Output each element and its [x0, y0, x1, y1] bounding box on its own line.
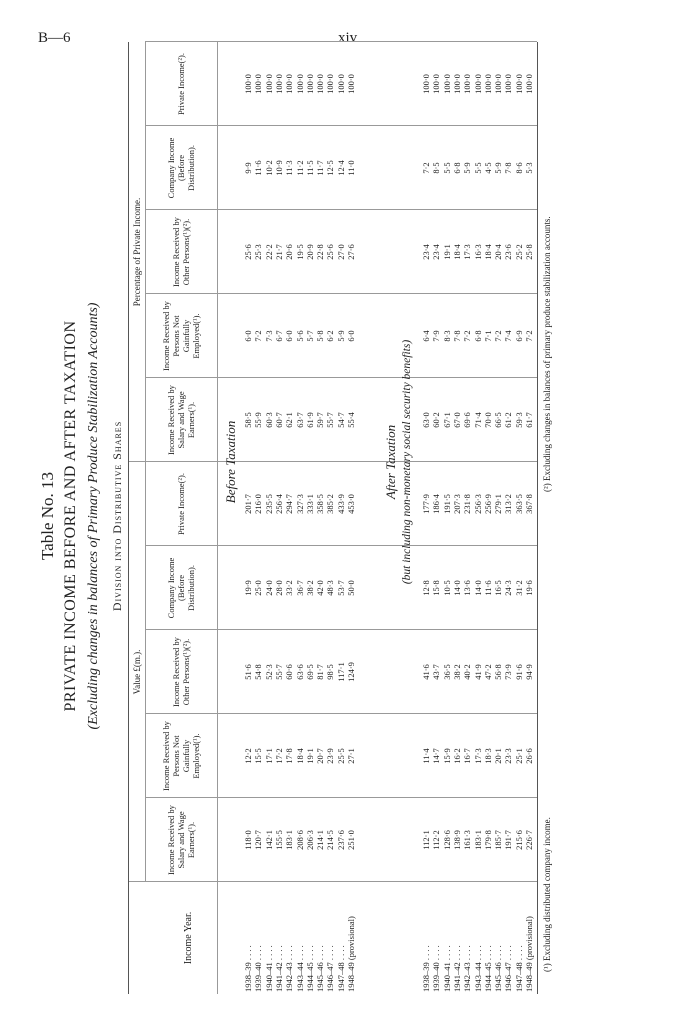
- table-cell: 117·1: [335, 662, 346, 682]
- table-cell: 54·7: [335, 412, 346, 428]
- table-cell: 20·1: [493, 748, 504, 764]
- footnote-2: (²) Excluding changes in balances of primary produce stabilization accounts.: [542, 216, 552, 492]
- table-cell: 11·6: [482, 580, 493, 596]
- header-rule: [217, 882, 218, 994]
- table-cell: 8·5: [431, 162, 442, 174]
- table-cell: 94·9: [524, 664, 534, 680]
- table-cell: 185·7: [493, 830, 504, 850]
- table-cell: 6·8: [472, 330, 483, 342]
- table-cell: 100·0: [421, 74, 431, 94]
- table-cell: 100·0: [472, 74, 483, 94]
- income-year: 1938–39 . . . .: [421, 945, 431, 992]
- table-cell: 327·3: [294, 494, 305, 514]
- income-year: 1942–43 . . . .: [284, 945, 295, 992]
- table-cell: 25·5: [335, 748, 346, 764]
- table-cell: 453·0: [346, 494, 356, 514]
- table-cell: 100·0: [451, 74, 462, 94]
- table-cell: 237·6: [335, 830, 346, 850]
- table-cell: 19·1: [441, 244, 452, 260]
- table-cell: 42·0: [315, 580, 326, 596]
- table-cell: 25·6: [325, 244, 336, 260]
- table-cell: 41·6: [421, 664, 431, 680]
- table-cell: 7·2: [253, 330, 264, 342]
- table-cell: 61·2: [503, 412, 514, 428]
- table-cell: 60·6: [284, 664, 295, 680]
- table-cell: 100·0: [294, 74, 305, 94]
- table-cell: 100·0: [243, 74, 253, 94]
- table-cell: 128·6: [441, 830, 452, 850]
- table-cell: 6·2: [325, 330, 336, 342]
- table-cell: 55·9: [253, 412, 264, 428]
- table-cell: 60·3: [263, 412, 274, 428]
- table-row: [243, 42, 253, 994]
- table-cell: 120·7: [253, 830, 264, 850]
- table-cell: 11·6: [253, 160, 264, 176]
- table-cell: 7·1: [482, 330, 493, 342]
- before-taxation-heading: Before Taxation: [223, 420, 238, 504]
- table-cell: 207·3: [451, 494, 462, 514]
- table-cell: 112·2: [431, 830, 442, 850]
- table-cell: 100·0: [315, 74, 326, 94]
- table-cell: 100·0: [441, 74, 452, 94]
- table-cell: 20·7: [315, 748, 326, 764]
- table-cell: 385·2: [325, 494, 336, 514]
- header-rule: [217, 42, 218, 882]
- table-cell: 20·9: [304, 244, 315, 260]
- table-row: [442, 42, 452, 994]
- table-cell: 11·4: [421, 748, 431, 764]
- column-header: Income Received by Salary and Wage Earners(¹).: [166, 385, 196, 455]
- table-cell: 47·2: [482, 664, 493, 680]
- table-cell: 23·3: [503, 748, 514, 764]
- table-cell: 36·5: [441, 664, 452, 680]
- table-cell: 9·9: [243, 162, 253, 174]
- table-cell: 61·9: [304, 412, 315, 428]
- table-cell: 58·5: [243, 412, 253, 428]
- table-cell: 24·0: [263, 580, 274, 596]
- table-cell: 69·6: [462, 412, 473, 428]
- income-year: 1941–42 . . . .: [451, 945, 462, 992]
- table-cell: 55·4: [346, 412, 356, 428]
- table-cell: 11·2: [294, 160, 305, 176]
- table-cell: 11·0: [346, 160, 356, 176]
- table-cell: 27·0: [335, 244, 346, 260]
- table-cell: 142·1: [263, 830, 274, 850]
- table-cell: 231·8: [462, 494, 473, 514]
- table-row: [452, 42, 462, 994]
- table-row: [274, 42, 284, 994]
- table-cell: 31·2: [513, 580, 524, 596]
- table-cell: 17·3: [472, 748, 483, 764]
- table-cell: 8·6: [513, 162, 524, 174]
- table-cell: 36·7: [294, 580, 305, 596]
- table-row: [524, 42, 534, 994]
- table-cell: 61·7: [524, 412, 534, 428]
- table-cell: 11·7: [315, 160, 326, 176]
- table-cell: 183·1: [284, 830, 295, 850]
- table-cell: 63·6: [294, 664, 305, 680]
- table-cell: 433·9: [335, 494, 346, 514]
- table-cell: 55·7: [273, 664, 284, 680]
- table-cell: 5·9: [493, 162, 504, 174]
- table-cell: 15·9: [441, 748, 452, 764]
- table-row: [315, 42, 325, 994]
- table-cell: 63·7: [294, 412, 305, 428]
- table-cell: 14·0: [472, 580, 483, 596]
- table-cell: 6·0: [243, 330, 253, 342]
- table-cell: 10·2: [263, 160, 274, 176]
- table-cell: 100·0: [273, 74, 284, 94]
- table-division-heading: Division into Distributive Shares: [110, 420, 124, 612]
- income-year: 1947–48 . . . .: [513, 945, 524, 992]
- table-cell: 16·2: [451, 748, 462, 764]
- table-cell: 63·0: [421, 412, 431, 428]
- table-cell: 25·8: [524, 244, 534, 260]
- table-cell: 25·0: [253, 580, 264, 596]
- table-cell: 100·0: [482, 74, 493, 94]
- table-cell: 23·6: [503, 244, 514, 260]
- table-cell: 91·6: [513, 664, 524, 680]
- table-cell: 33·2: [284, 580, 295, 596]
- income-year: 1948–49 (provisional): [346, 916, 356, 992]
- table-cell: 38·2: [304, 580, 315, 596]
- income-year: 1945–46 . . . .: [493, 945, 504, 992]
- table-cell: 22·8: [315, 244, 326, 260]
- table-cell: 363·5: [513, 494, 524, 514]
- table-cell: 59·7: [315, 412, 326, 428]
- income-table: [128, 42, 538, 994]
- table-cell: 48·3: [325, 580, 336, 596]
- table-row: [514, 42, 524, 994]
- table-cell: 38·2: [451, 664, 462, 680]
- table-row: [473, 42, 483, 994]
- table-cell: 7·2: [421, 162, 431, 174]
- table-cell: 333·1: [304, 494, 315, 514]
- income-year: 1947–48 . . . .: [335, 945, 346, 992]
- table-cell: 7·2: [462, 330, 473, 342]
- column-header: Income Received by Other Persons(¹)(²).: [171, 217, 191, 287]
- table-cell: 19·9: [243, 580, 253, 596]
- table-cell: 53·7: [335, 580, 346, 596]
- table-cell: 17·3: [462, 244, 473, 260]
- table-cell: 100·0: [462, 74, 473, 94]
- table-cell: 7·2: [524, 330, 534, 342]
- table-cell: 100·0: [431, 74, 442, 94]
- income-year: 1939–40 . . . .: [431, 945, 442, 992]
- table-cell: 12·5: [325, 160, 336, 176]
- column-header: Private Income(²).: [176, 52, 186, 116]
- table-cell: 14·7: [431, 748, 442, 764]
- table-cell: 215·6: [513, 830, 524, 850]
- column-header: Income Received by Other Persons(¹)(²).: [171, 637, 191, 707]
- table-cell: 7·4: [503, 330, 514, 342]
- page-roman-numeral: xiv: [338, 30, 358, 46]
- table-cell: 5·5: [472, 162, 483, 174]
- table-cell: 5·3: [524, 162, 534, 174]
- table-cell: 15·8: [431, 580, 442, 596]
- table-cell: 5·9: [462, 162, 473, 174]
- table-cell: 256·4: [273, 494, 284, 514]
- after-taxation-note: (but including non-monetary social security benefits): [401, 339, 413, 585]
- table-row: [253, 42, 263, 994]
- table-cell: 186·4: [431, 494, 442, 514]
- table-cell: 100·0: [284, 74, 295, 94]
- value-group-header: Value £(m.).: [132, 649, 142, 695]
- table-cell: 100·0: [513, 74, 524, 94]
- table-row: [462, 42, 472, 994]
- income-year: 1946–47 . . . .: [503, 945, 514, 992]
- table-subtitle: (Excluding changes in balances of Primary Produce Stabilization Accounts): [86, 302, 101, 730]
- table-cell: 55·7: [325, 412, 336, 428]
- table-cell: 161·3: [462, 830, 473, 850]
- income-year: 1948–49 (provisional): [524, 916, 534, 992]
- table-cell: 155·5: [273, 830, 284, 850]
- table-cell: 56·8: [493, 664, 504, 680]
- table-cell: 25·3: [253, 244, 264, 260]
- table-cell: 124·9: [346, 662, 356, 682]
- table-cell: 60·2: [431, 412, 442, 428]
- table-cell: 26·6: [524, 748, 534, 764]
- table-cell: 23·4: [431, 244, 442, 260]
- table-cell: 279·1: [493, 494, 504, 514]
- table-cell: 19·5: [294, 244, 305, 260]
- income-year: 1940–41 . . . .: [263, 945, 274, 992]
- table-row: [493, 42, 503, 994]
- table-cell: 71·4: [472, 412, 483, 428]
- table-cell: 5·5: [441, 162, 452, 174]
- table-row: [483, 42, 493, 994]
- table-cell: 18·3: [482, 748, 493, 764]
- table-cell: 6·8: [451, 162, 462, 174]
- table-cell: 66·5: [493, 412, 504, 428]
- table-cell: 214·1: [315, 830, 326, 850]
- table-cell: 183·1: [472, 830, 483, 850]
- income-year: 1944–45 . . . .: [482, 945, 493, 992]
- table-cell: 67·1: [441, 412, 452, 428]
- header-rule: [145, 42, 146, 882]
- table-cell: 7·8: [503, 162, 514, 174]
- table-cell: 20·4: [493, 244, 504, 260]
- table-cell: 358·5: [315, 494, 326, 514]
- table-row: [336, 42, 346, 994]
- table-cell: 12·8: [421, 580, 431, 596]
- table-cell: 12·2: [243, 748, 253, 764]
- table-cell: 5·9: [335, 330, 346, 342]
- table-cell: 100·0: [493, 74, 504, 94]
- table-cell: 7·8: [451, 330, 462, 342]
- table-cell: 18·4: [294, 748, 305, 764]
- table-cell: 256·9: [482, 494, 493, 514]
- table-cell: 8·3: [441, 330, 452, 342]
- table-cell: 54·8: [253, 664, 264, 680]
- table-cell: 100·0: [524, 74, 534, 94]
- table-cell: 6·9: [513, 330, 524, 342]
- table-cell: 20·6: [284, 244, 295, 260]
- table-cell: 11·5: [304, 160, 315, 176]
- income-year: 1938–39 . . . .: [243, 945, 253, 992]
- table-row: [295, 42, 305, 994]
- table-cell: 10·9: [273, 160, 284, 176]
- table-cell: 100·0: [263, 74, 274, 94]
- table-cell: 13·6: [462, 580, 473, 596]
- table-cell: 112·1: [421, 830, 431, 850]
- income-year: 1942–43 . . . .: [462, 945, 473, 992]
- table-cell: 25·6: [243, 244, 253, 260]
- table-cell: 6·7: [273, 330, 284, 342]
- table-row: [431, 42, 441, 994]
- table-row: [305, 42, 315, 994]
- table-cell: 18·4: [482, 244, 493, 260]
- table-cell: 25·2: [513, 244, 524, 260]
- table-cell: 17·8: [284, 748, 295, 764]
- table-number: Table No. 13: [38, 471, 57, 561]
- table-cell: 313·2: [503, 494, 514, 514]
- table-cell: 7·9: [431, 330, 442, 342]
- table-cell: 19·1: [304, 748, 315, 764]
- column-header: Company Income (Before Distribution).: [166, 137, 196, 199]
- table-row: [503, 42, 513, 994]
- table-cell: 15·5: [253, 748, 264, 764]
- table-cell: 5·6: [294, 330, 305, 342]
- table-cell: 21·7: [273, 244, 284, 260]
- table-cell: 14·0: [451, 580, 462, 596]
- table-cell: 11·3: [284, 160, 295, 176]
- table-cell: 214·5: [325, 830, 336, 850]
- table-cell: 27·6: [346, 244, 356, 260]
- column-header: Private Income(²).: [176, 472, 186, 536]
- income-year: 1940–41 . . . .: [441, 945, 452, 992]
- table-cell: 52·3: [263, 664, 274, 680]
- table-cell: 23·4: [421, 244, 431, 260]
- table-cell: 100·0: [325, 74, 336, 94]
- table-cell: 201·7: [243, 494, 253, 514]
- table-cell: 51·6: [243, 664, 253, 680]
- table-cell: 6·0: [284, 330, 295, 342]
- table-cell: 70·0: [482, 412, 493, 428]
- table-cell: 6·0: [346, 330, 356, 342]
- table-row: [325, 42, 335, 994]
- table-cell: 5·8: [315, 330, 326, 342]
- table-cell: 67·0: [451, 412, 462, 428]
- page-number: B—6: [38, 30, 71, 46]
- table-cell: 235·5: [263, 494, 274, 514]
- table-cell: 5·7: [304, 330, 315, 342]
- table-cell: 12·4: [335, 160, 346, 176]
- table-cell: 208·6: [294, 830, 305, 850]
- income-year: 1939–40 . . . .: [253, 945, 264, 992]
- table-row: [421, 42, 431, 994]
- column-header: Income Received by Salary and Wage Earners(¹).: [166, 805, 196, 875]
- table-cell: 41·9: [472, 664, 483, 680]
- table-row: [346, 42, 356, 994]
- table-cell: 25·1: [513, 748, 524, 764]
- table-cell: 191·7: [503, 830, 514, 850]
- table-cell: 100·0: [503, 74, 514, 94]
- table-cell: 100·0: [253, 74, 264, 94]
- table-cell: 100·0: [346, 74, 356, 94]
- table-cell: 138·9: [451, 830, 462, 850]
- table-cell: 24·3: [503, 580, 514, 596]
- percent-group-header: Percentage of Private Income.: [132, 197, 142, 307]
- table-cell: 28·0: [273, 580, 284, 596]
- table-cell: 367·8: [524, 494, 534, 514]
- after-taxation-heading: After Taxation: [383, 424, 398, 500]
- table-cell: 179·8: [482, 830, 493, 850]
- income-year: 1946–47 . . . .: [325, 945, 336, 992]
- table-cell: 16·5: [493, 580, 504, 596]
- footnote-1: (¹) Excluding distributed company income.: [542, 817, 552, 972]
- table-cell: 73·9: [503, 664, 514, 680]
- table-cell: 98·5: [325, 664, 336, 680]
- table-cell: 17·2: [273, 748, 284, 764]
- year-column-header: Income Year.: [182, 911, 194, 965]
- table-cell: 62·1: [284, 412, 295, 428]
- table-cell: 18·4: [451, 244, 462, 260]
- table-cell: 50·0: [346, 580, 356, 596]
- table-cell: 16·7: [462, 748, 473, 764]
- column-header: Income Received by Persons Not Gainfully Employed(¹).: [161, 721, 201, 791]
- table-cell: 7·2: [493, 330, 504, 342]
- table-cell: 17·1: [263, 748, 274, 764]
- income-year: 1945–46 . . . .: [315, 945, 326, 992]
- table-cell: 59·3: [513, 412, 524, 428]
- table-cell: 100·0: [335, 74, 346, 94]
- table-cell: 69·5: [304, 664, 315, 680]
- table-cell: 216·0: [253, 494, 264, 514]
- table-cell: 10·5: [441, 580, 452, 596]
- table-cell: 256·3: [472, 494, 483, 514]
- table-title: PRIVATE INCOME BEFORE AND AFTER TAXATION: [62, 320, 79, 712]
- table-cell: 100·0: [304, 74, 315, 94]
- table-cell: 43·7: [431, 664, 442, 680]
- income-year: 1941–42 . . . .: [273, 945, 284, 992]
- table-cell: 22·2: [263, 244, 274, 260]
- table-cell: 6·4: [421, 330, 431, 342]
- table-row: [284, 42, 294, 994]
- table-cell: 60·7: [273, 412, 284, 428]
- table-cell: 81·7: [315, 664, 326, 680]
- table-cell: 27·1: [346, 748, 356, 764]
- table-cell: 19·6: [524, 580, 534, 596]
- table-cell: 118·0: [243, 830, 253, 850]
- table-cell: 40·2: [462, 664, 473, 680]
- table-cell: 191·5: [441, 494, 452, 514]
- table-cell: 4·5: [482, 162, 493, 174]
- table-cell: 177·9: [421, 494, 431, 514]
- column-header: Income Received by Persons Not Gainfully Employed(¹).: [161, 301, 201, 371]
- income-year: 1944–45 . . . .: [304, 945, 315, 992]
- income-year: 1943–44 . . . .: [294, 945, 305, 992]
- table-cell: 251·0: [346, 830, 356, 850]
- table-cell: 206·3: [304, 830, 315, 850]
- table-cell: 294·7: [284, 494, 295, 514]
- table-cell: 226·7: [524, 830, 534, 850]
- table-cell: 7·3: [263, 330, 274, 342]
- table-cell: 23·9: [325, 748, 336, 764]
- table-row: [264, 42, 274, 994]
- table-cell: 16·3: [472, 244, 483, 260]
- income-year: 1943–44 . . . .: [472, 945, 483, 992]
- column-header: Company Income (Before Distribution).: [166, 557, 196, 619]
